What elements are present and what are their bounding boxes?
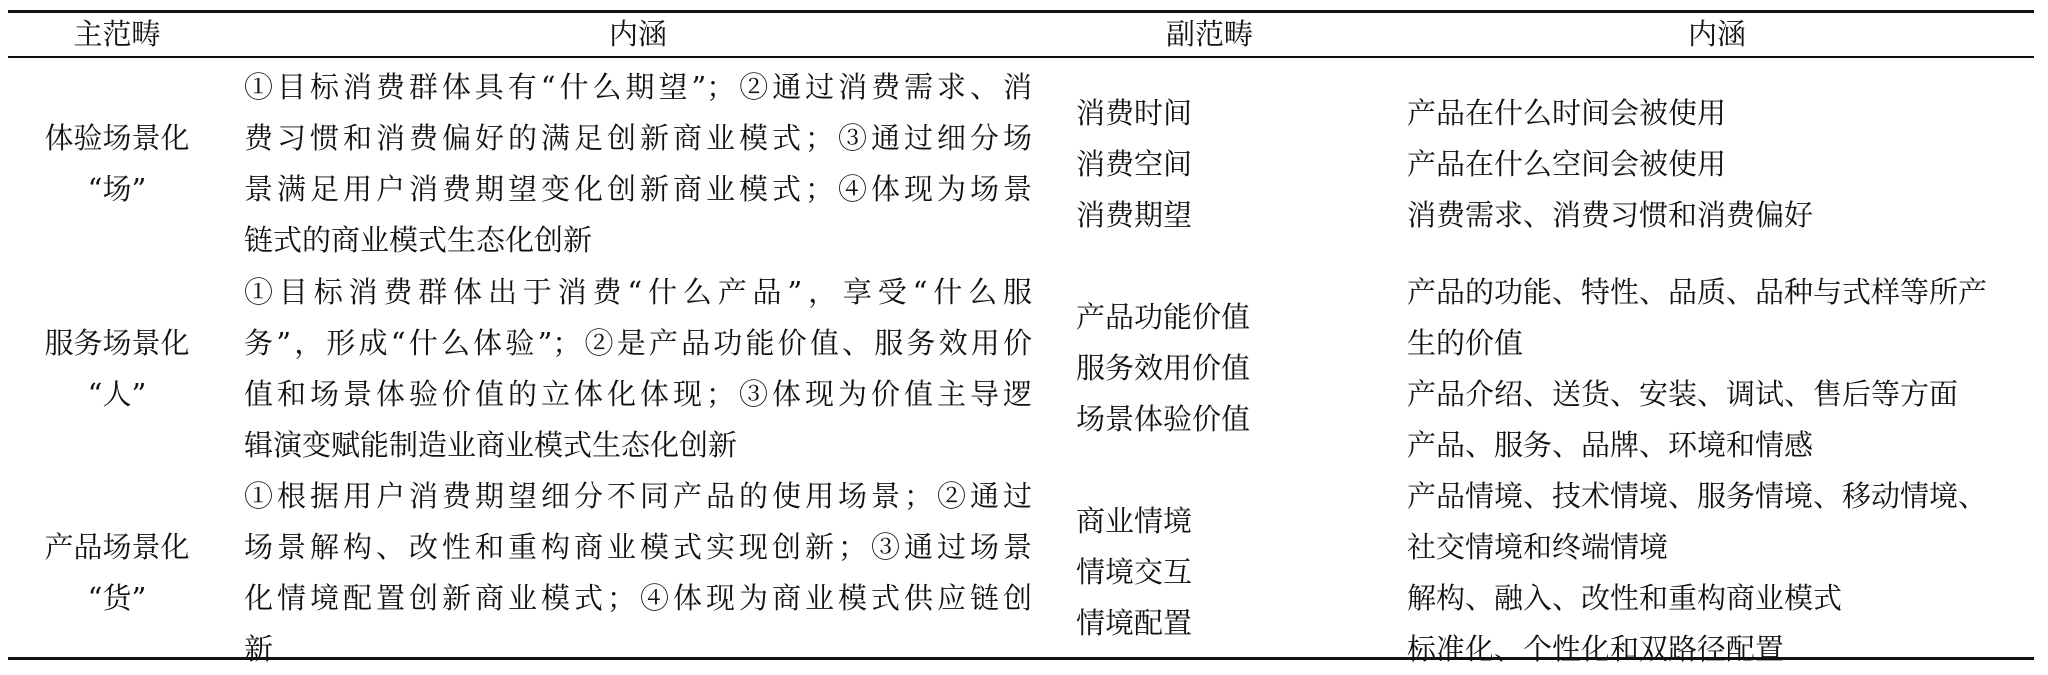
main-category-quote: “货” [87, 581, 147, 615]
header-connotation-1: 内涵 [608, 17, 667, 51]
definition-line: 产品介绍、送货、安装、调试、售后等方面 [1407, 377, 1959, 411]
definition-line: 产品情境、技术情境、服务情境、移动情境、 [1407, 479, 1988, 513]
description-line: 场景解构、改性和重构商业模式实现创新；③通过场景 [244, 530, 1032, 564]
sub-category-item: 情境配置 [1076, 606, 1193, 640]
sub-category-item: 情境交互 [1076, 555, 1193, 589]
description-line: ①目标消费群体出于消费“什么产品”，享受“什么服 [244, 275, 1032, 309]
definition-line: 解构、融入、改性和重构商业模式 [1407, 581, 1843, 615]
description-line: 务”，形成“什么体验”；②是产品功能价值、服务效用价 [244, 326, 1032, 360]
sub-category-item: 消费时间 [1076, 96, 1193, 130]
definition-line: 产品在什么时间会被使用 [1407, 96, 1727, 130]
description-line: 化情境配置创新商业模式；④体现为商业模式供应链创 [244, 581, 1032, 615]
definition-line: 产品的功能、特性、品质、品种与式样等所产 [1407, 275, 1988, 309]
description-line: ①目标消费群体具有“什么期望”；②通过消费需求、消 [244, 70, 1032, 104]
description-line: 值和场景体验价值的立体化体现；③体现为价值主导逻 [244, 377, 1032, 411]
definition-line: 消费需求、消费习惯和消费偏好 [1407, 198, 1814, 232]
description-line: 费习惯和消费偏好的满足创新商业模式；③通过细分场 [244, 121, 1032, 155]
main-category-label: 体验场景化 [44, 121, 190, 155]
main-category-label: 服务场景化 [44, 326, 190, 360]
sub-category-item: 服务效用价值 [1076, 351, 1251, 385]
definition-line: 生的价值 [1407, 326, 1524, 360]
sub-category-item: 场景体验价值 [1076, 402, 1251, 436]
description-line: 景满足用户消费期望变化创新商业模式；④体现为场景 [244, 172, 1032, 206]
definition-line: 社交情境和终端情境 [1407, 530, 1669, 564]
description-line: 辑演变赋能制造业商业模式生态化创新 [244, 428, 738, 462]
definition-line: 产品、服务、品牌、环境和情感 [1407, 428, 1814, 462]
header-main-category: 主范畴 [73, 17, 161, 51]
main-category-quote: “场” [87, 172, 147, 206]
sub-category-item: 消费空间 [1076, 147, 1193, 181]
main-category-quote: “人” [87, 377, 147, 411]
sub-category-item: 消费期望 [1076, 198, 1193, 232]
description-line: 新 [244, 632, 274, 666]
definition-line: 产品在什么空间会被使用 [1407, 147, 1727, 181]
sub-category-item: 商业情境 [1076, 504, 1193, 538]
main-category-label: 产品场景化 [44, 530, 190, 564]
header-sub-category: 副范畴 [1166, 17, 1254, 51]
header-connotation-2: 内涵 [1687, 17, 1746, 51]
category-table [8, 6, 2034, 666]
definition-line: 标准化、个性化和双路径配置 [1407, 632, 1785, 666]
description-line: ①根据用户消费期望细分不同产品的使用场景；②通过 [244, 479, 1032, 513]
sub-category-item: 产品功能价值 [1076, 300, 1251, 334]
description-line: 链式的商业模式生态化创新 [244, 223, 593, 257]
